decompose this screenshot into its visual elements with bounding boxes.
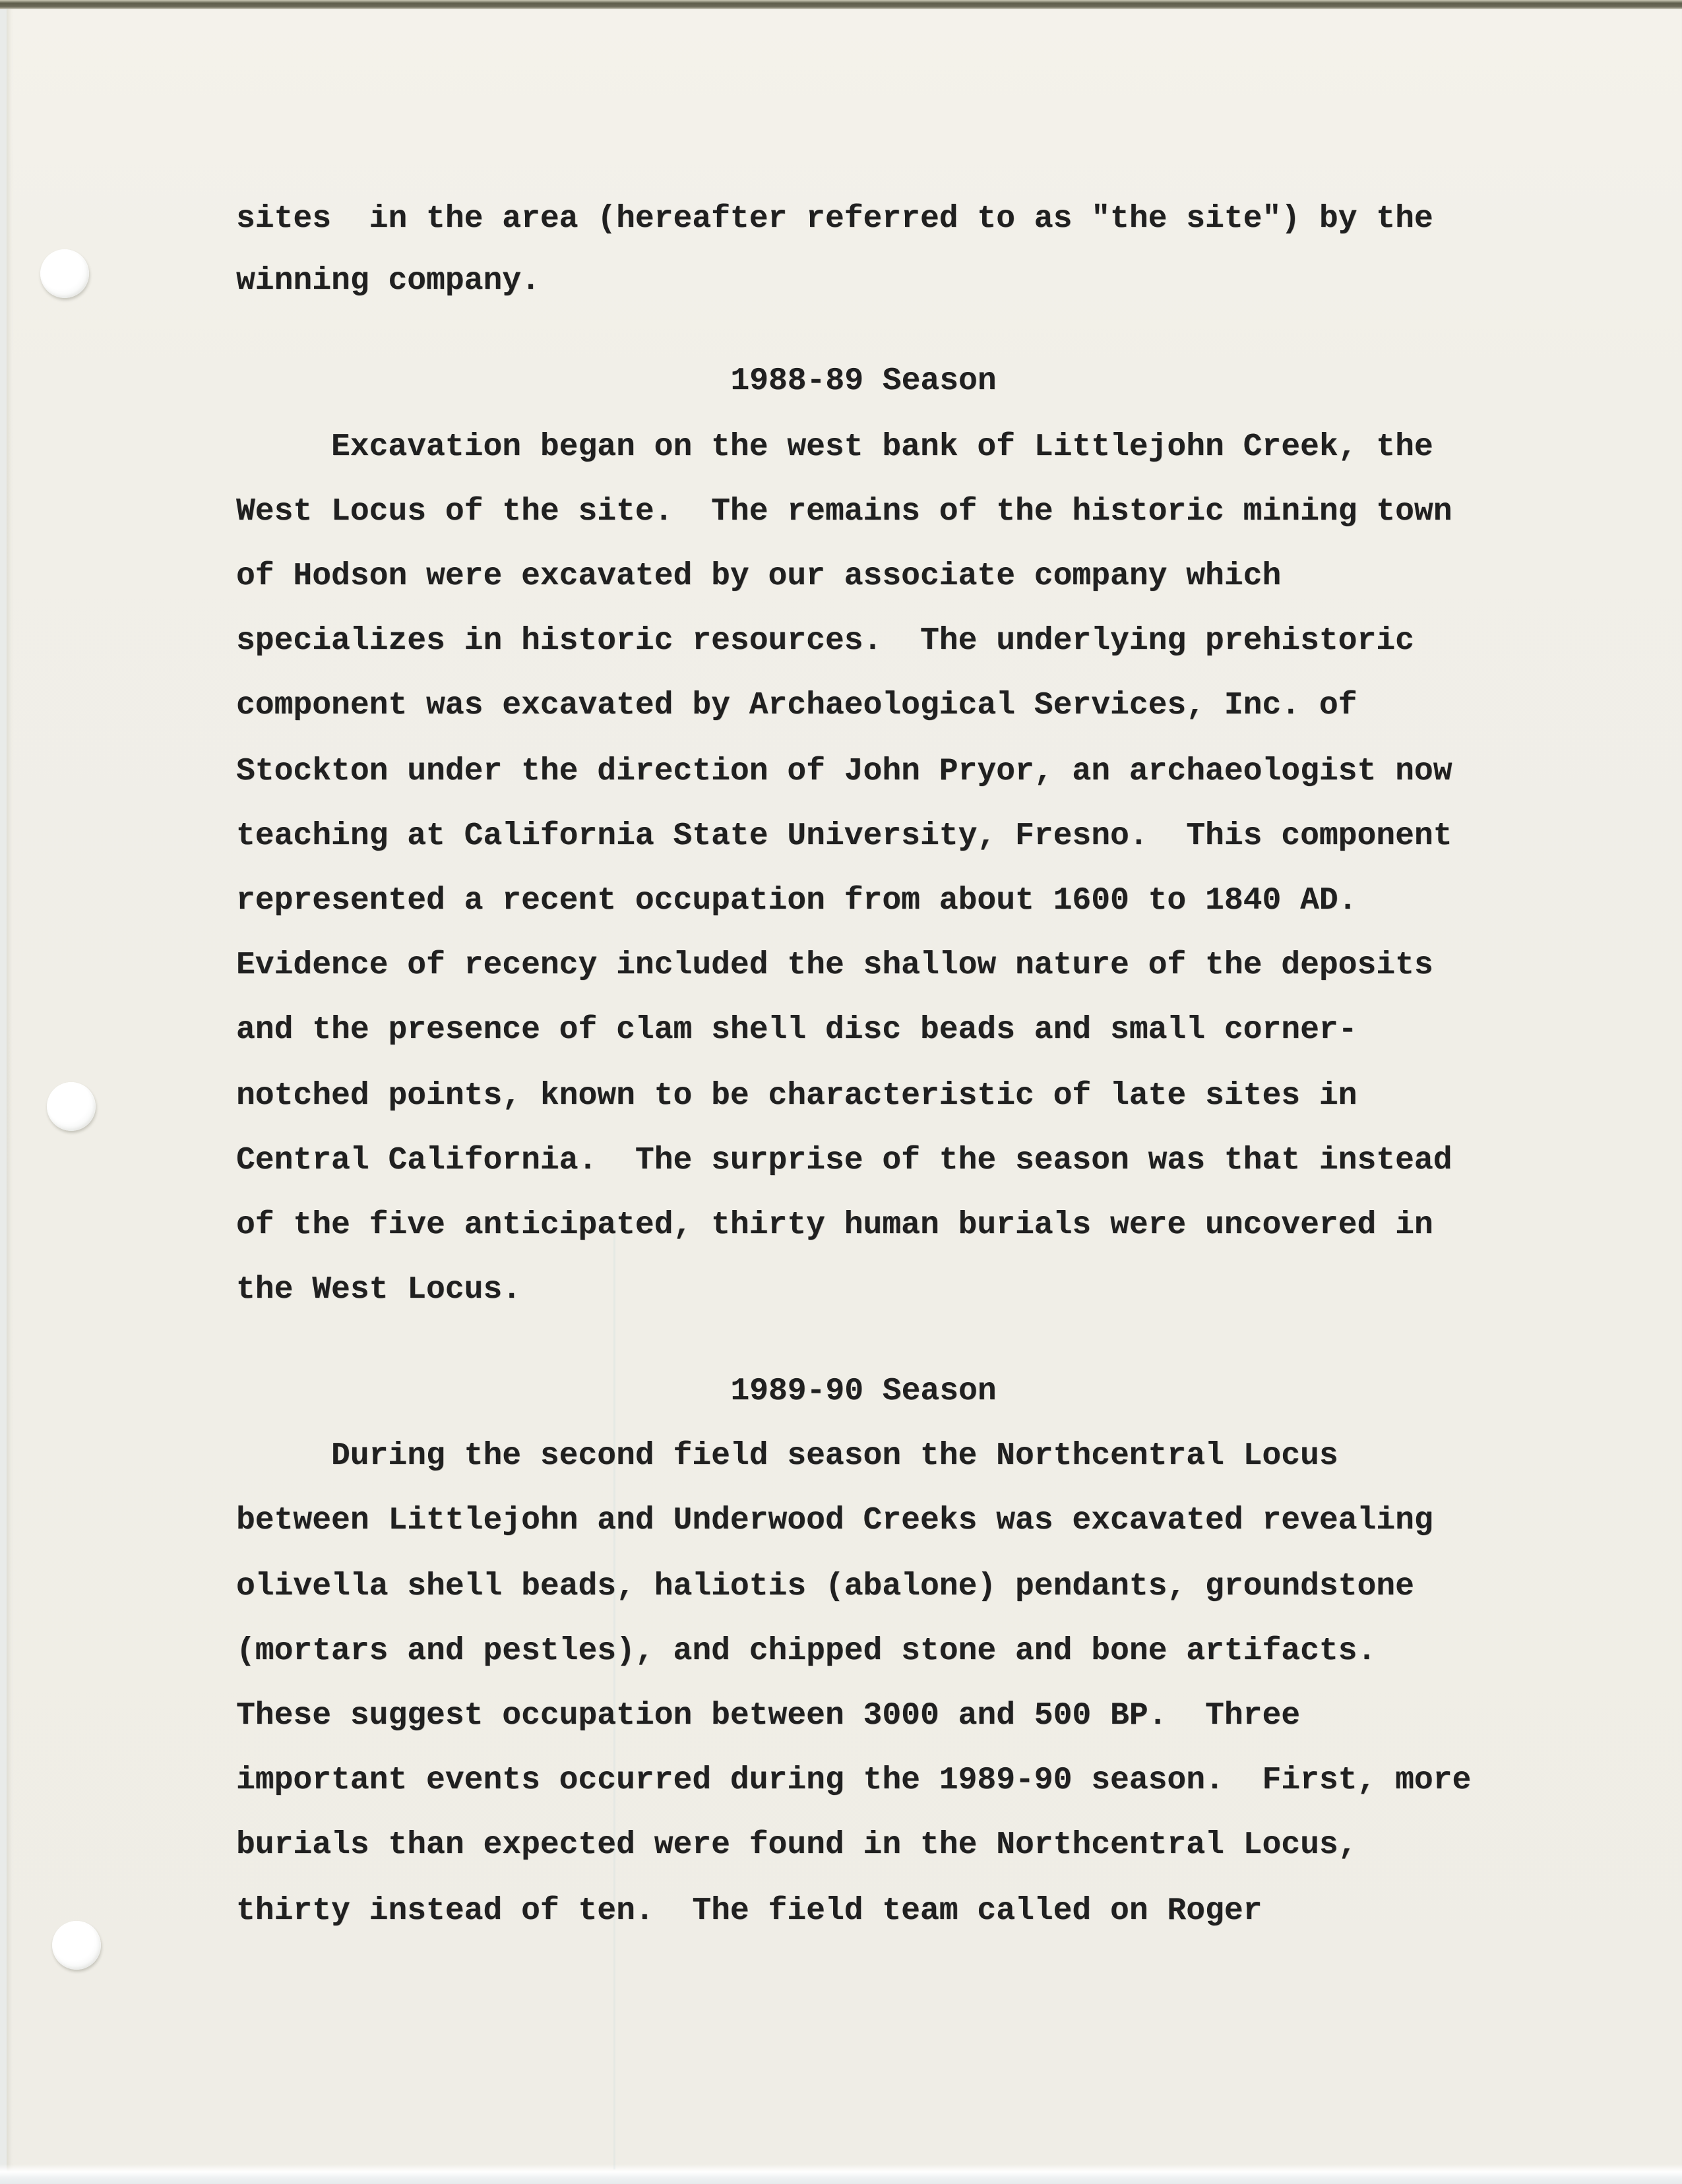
punch-hole (52, 1921, 101, 1970)
text-line: Central California. The surprise of the season was that instead (236, 1143, 1452, 1178)
text-line: of the five anticipated, thirty human burials were uncovered in (236, 1207, 1433, 1243)
text-line: notched points, known to be characteristic of late sites in (236, 1078, 1357, 1114)
text-line: specializes in historic resources. The underlying prehistoric (236, 623, 1414, 659)
section-heading: 1988-89 Season (730, 363, 997, 399)
text-line: olivella shell beads, haliotis (abalone) pendants, groundstone (236, 1569, 1414, 1604)
text-line: thirty instead of ten. The field team called on Roger (236, 1893, 1262, 1929)
text-line: component was excavated by Archaeological Services, Inc. of (236, 688, 1357, 723)
section-heading: 1989-90 Season (730, 1374, 997, 1409)
text-line: Evidence of recency included the shallow nature of the deposits (236, 948, 1433, 983)
text-line: important events occurred during the 1989-90 season. First, more (236, 1763, 1472, 1798)
text-line: burials than expected were found in the Northcentral Locus, (236, 1827, 1357, 1863)
text-line: During the second field season the Northcentral Locus (331, 1438, 1338, 1474)
text-line: the West Locus. (236, 1272, 522, 1308)
text-line: of Hodson were excavated by our associate company which (236, 559, 1282, 594)
text-line: and the presence of clam shell disc beads and small corner- (236, 1012, 1357, 1048)
text-line: winning company. (236, 263, 540, 299)
text-line: teaching at California State University, Fresno. This component (236, 818, 1452, 854)
text-line: Stockton under the direction of John Pryor, an archaeologist now (236, 754, 1452, 789)
text-line: (mortars and pestles), and chipped stone and bone artifacts. (236, 1633, 1377, 1669)
punch-hole (40, 249, 89, 298)
text-line: sites in the area (hereafter referred to as "the site") by the (236, 201, 1433, 237)
text-line: between Littlejohn and Underwood Creeks was excavated revealing (236, 1503, 1433, 1538)
text-line: These suggest occupation between 3000 and 500 BP. Three (236, 1698, 1301, 1734)
text-line: West Locus of the site. The remains of the historic mining town (236, 494, 1452, 530)
text-line: represented a recent occupation from about 1600 to 1840 AD. (236, 883, 1357, 919)
punch-hole (47, 1082, 96, 1131)
text-line: Excavation began on the west bank of Littlejohn Creek, the (331, 429, 1433, 465)
document-text (236, 0, 1491, 2173)
